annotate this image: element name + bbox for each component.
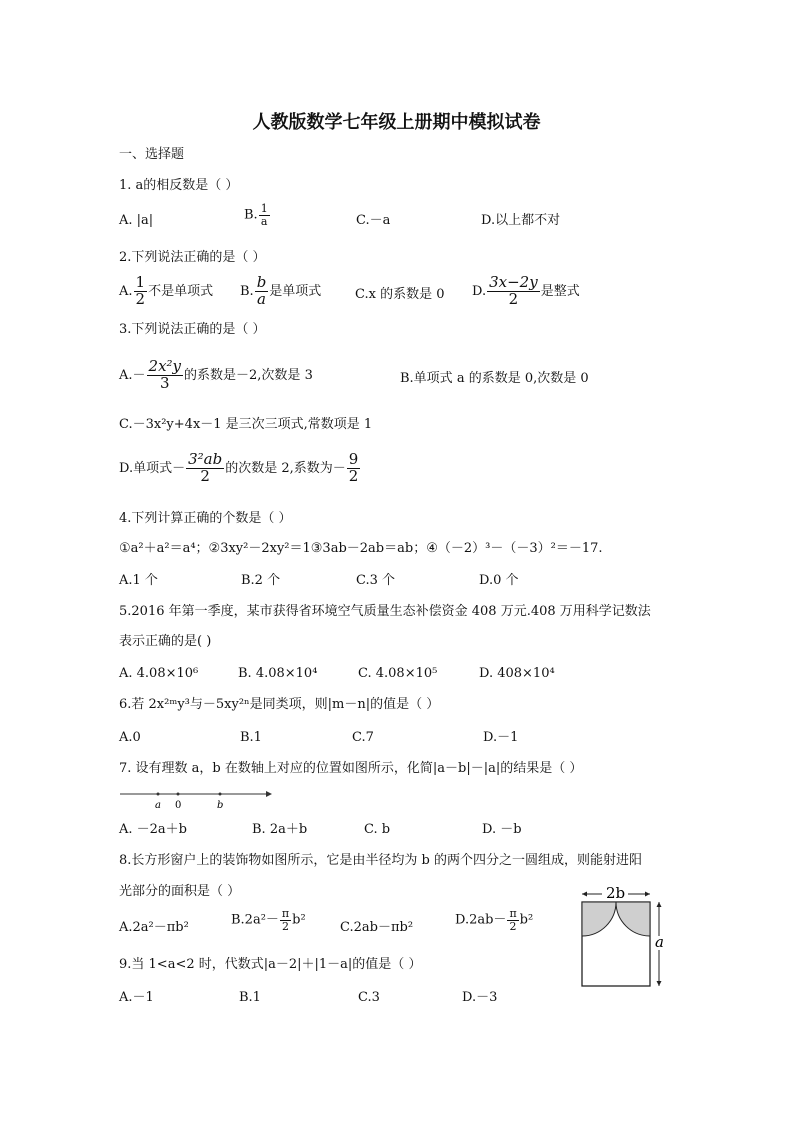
q4-option-b: B.2 个 — [241, 573, 281, 588]
q7-option-a: A. －2a＋b — [119, 822, 187, 837]
question-8: 8.长方形窗户上的装饰物如图所示，它是由半径均为 b 的两个四分之一圆组成，则能射进阳 — [119, 853, 642, 868]
q4-option-d: D.0 个 — [479, 573, 519, 588]
q4-statements: ①a²＋a²＝a⁴；②3xy²－2xy²＝1③3ab－2ab＝ab；④（－2）³－（－3）²＝－17. — [119, 541, 603, 556]
section-heading: 一、选择题 — [119, 147, 185, 162]
q8-option-b: B.2a²－ $\frac{\pi}{2}$ b² — [231, 907, 306, 933]
q7-option-d: D. －b — [482, 822, 522, 837]
figure-label-a: a — [655, 933, 664, 951]
number-line-figure — [118, 786, 274, 810]
q8-option-c: C.2ab－πb² — [340, 920, 414, 935]
window-figure — [575, 880, 675, 990]
question-7: 7. 设有理数 a，b 在数轴上对应的位置如图所示，化简|a－b|－|a|的结果是（ ） — [119, 761, 583, 776]
question-4: 4.下列计算正确的个数是（ ） — [119, 511, 292, 526]
page-title: 人教版数学七年级上册期中模拟试卷 — [252, 112, 541, 133]
q9-option-b: B.1 — [239, 990, 261, 1005]
q3-option-d: D.单项式－ $\frac{\text{3²ab}}{2}$ 的次数是 2,系数为－ $\frac{9}{2}$ — [119, 450, 359, 485]
q4-option-c: C.3 个 — [356, 573, 396, 588]
q1-option-c: C.－a — [356, 213, 391, 228]
question-3: 3.下列说法正确的是（ ） — [119, 322, 266, 337]
q1-option-d: D.以上都不对 — [481, 213, 561, 228]
q7-option-b: B. 2a＋b — [252, 822, 308, 837]
q5-option-c: C. 4.08×10⁵ — [358, 666, 438, 681]
q4-option-a: A.1 个 — [119, 573, 158, 588]
question-8-cont: 光部分的面积是（ ） — [119, 884, 241, 899]
question-9: 9.当 1<a<2 时，代数式|a－2|＋|1－a|的值是（ ） — [119, 957, 422, 972]
q2-option-c: C.x 的系数是 0 — [355, 287, 445, 302]
figure-label-2b: 2b — [606, 884, 626, 902]
axis-label-b: b — [217, 800, 224, 810]
q6-option-c: C.7 — [352, 730, 374, 745]
q7-option-c: C. b — [364, 822, 391, 837]
question-5: 5.2016 年第一季度，某市获得省环境空气质量生态补偿资金 408 万元.408 万用科学记数法 — [119, 604, 651, 619]
q9-option-d: D.－3 — [462, 990, 498, 1005]
q6-option-b: B.1 — [240, 730, 262, 745]
q6-option-d: D.－1 — [483, 730, 519, 745]
question-2: 2.下列说法正确的是（ ） — [119, 250, 266, 265]
q5-option-b: B. 4.08×10⁴ — [238, 666, 318, 681]
q8-option-a: A.2a²－πb² — [119, 920, 189, 935]
q8-option-d: D.2ab－ $\frac{\pi}{2}$ b² — [455, 907, 534, 933]
q2-option-d: D. $\frac{3x-2y}{2}$ 是整式 — [472, 273, 580, 308]
q2-option-b: B. $\frac{b}{a}$ 是单项式 — [240, 273, 322, 308]
question-5-cont: 表示正确的是( ) — [119, 634, 212, 649]
q5-option-d: D. 408×10⁴ — [479, 666, 555, 681]
q6-option-a: A.0 — [119, 730, 141, 745]
q9-option-c: C.3 — [358, 990, 380, 1005]
q1-option-a: A. |a| — [119, 213, 154, 228]
q5-option-a: A. 4.08×10⁶ — [119, 666, 199, 681]
q9-option-a: A.－1 — [119, 990, 154, 1005]
q3-option-c: C.－3x²y+4x－1 是三次三项式,常数项是 1 — [119, 417, 373, 432]
axis-label-0: 0 — [175, 800, 182, 810]
q3-option-a: A.－ $\frac{\text{2x²y}}{3}$ 的系数是－2,次数是 3 — [119, 357, 313, 392]
axis-label-a: a — [155, 800, 161, 810]
question-1: 1. a的相反数是（ ） — [119, 178, 239, 193]
q3-option-b: B.单项式 a 的系数是 0,次数是 0 — [400, 371, 589, 386]
q1-option-b: B. $\frac{1}{a}$ — [244, 202, 268, 228]
q2-option-a: A. $\frac{1}{2}$ 不是单项式 — [119, 273, 214, 308]
question-6: 6.若 2x²ᵐy³与－5xy²ⁿ是同类项，则|m－n|的值是（ ） — [119, 697, 440, 712]
